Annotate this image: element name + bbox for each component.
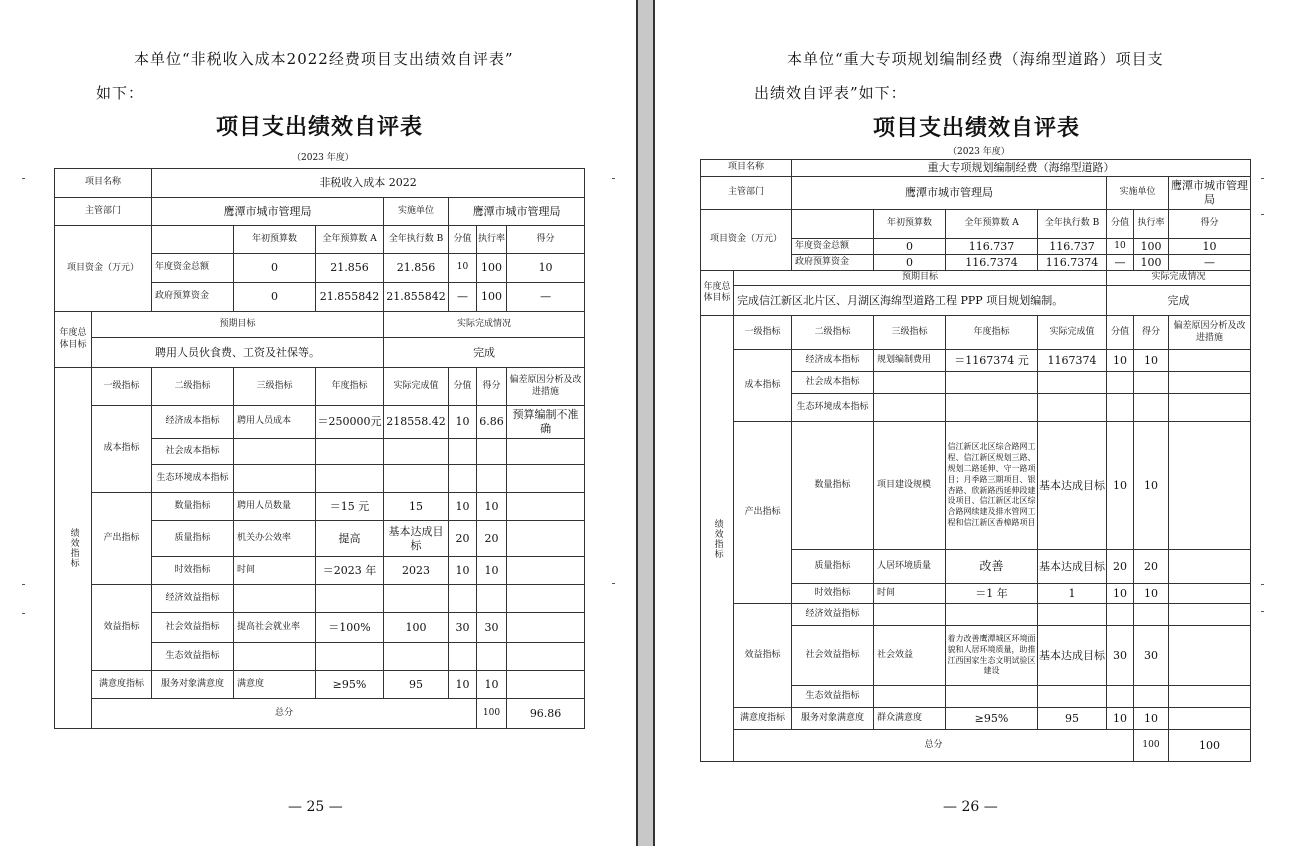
project-name: 重大专项规划编制经费（海绵型道路）: [792, 160, 1251, 177]
funds-header: 得分: [1169, 210, 1251, 239]
total-got: 100: [1169, 730, 1251, 762]
level2-indicator: 质量指标: [152, 521, 234, 557]
actual-value: 基本达成目标: [1038, 626, 1107, 686]
funds-label: 项目资金（万元）: [701, 210, 792, 271]
expected-goal: 聘用人员伙食费、工资及社保等。: [92, 338, 384, 368]
got-score: 10: [1134, 708, 1169, 730]
funds-cell: 21.855842: [316, 283, 384, 312]
scan-mark: [612, 583, 615, 584]
got-score: 10: [1134, 584, 1169, 604]
funds-row-label: 年度资金总额: [152, 254, 234, 283]
annual-target: 改善: [946, 550, 1038, 584]
level3-indicator: 社会效益: [874, 626, 946, 686]
indicator-header: 偏差原因分析及改进措施: [1169, 316, 1251, 350]
goal-label: 年度总体目标: [55, 312, 92, 368]
score: 10: [1107, 708, 1134, 730]
funds-cell: 116.7374: [1038, 255, 1107, 271]
funds-cell: 21.856: [316, 254, 384, 283]
funds-cell: —: [1169, 255, 1251, 271]
intro-line-1: 本单位“非税收入成本2022经费项目支出绩效自评表”: [134, 50, 514, 68]
score: 20: [449, 521, 477, 557]
perf-label: 绩效指标: [68, 528, 79, 568]
funds-row-label: 年度资金总额: [792, 239, 874, 255]
page-divider: [636, 0, 638, 846]
scan-mark: [1261, 584, 1264, 585]
annual-target: ＝100%: [316, 613, 384, 643]
level1-indicator: 产出指标: [92, 493, 152, 585]
annual-target: ＝1167374 元: [946, 350, 1038, 372]
annual-target: ＝15 元: [316, 493, 384, 521]
annual-target: ≥95%: [946, 708, 1038, 730]
funds-cell: —: [1107, 255, 1134, 271]
page-title: 项目支出绩效自评表: [216, 114, 424, 140]
indicator-header: 分值: [1107, 316, 1134, 350]
dept: 鹰潭市城市管理局: [152, 198, 384, 226]
funds-cell: 21.855842: [384, 283, 449, 312]
score: 10: [1107, 584, 1134, 604]
evaluation-table: [54, 168, 585, 729]
actual-value: 95: [384, 671, 449, 699]
level2-indicator: 服务对象满意度: [792, 708, 874, 730]
annual-target: 信江新区北区综合路网工程、信江新区规划三路、规划二路延伸、守一路项目；月季路三期项目、银杏路、欣新路西延伸段建设项目、信江新区北区综合路网续建及排水管网工程和信江新区香樟路项目: [946, 422, 1038, 550]
level2-indicator: 经济成本指标: [792, 350, 874, 372]
document-page-26: [655, 0, 1291, 846]
expected-label: 预期目标: [92, 312, 384, 338]
funds-header: 全年执行数 B: [384, 226, 449, 254]
page-number: — 26 —: [943, 799, 998, 815]
indicator-header: 分值: [449, 368, 477, 406]
funds-cell: 100: [477, 283, 507, 312]
indicator-header: 实际完成值: [1038, 316, 1107, 350]
funds-cell: 116.737: [946, 239, 1038, 255]
dept-label: 主管部门: [55, 198, 152, 226]
intro-line-2: 如下：: [96, 84, 145, 102]
level2-indicator: 社会成本指标: [792, 372, 874, 394]
level2-indicator: 经济效益指标: [792, 604, 874, 626]
got-score: 20: [1134, 550, 1169, 584]
got-score: 20: [477, 521, 507, 557]
actual-label: 实际完成情况: [384, 312, 585, 338]
funds-cell: 10: [507, 254, 585, 283]
level2-indicator: 质量指标: [792, 550, 874, 584]
funds-cell: 0: [234, 254, 316, 283]
score: 30: [449, 613, 477, 643]
expected-label: 预期目标: [734, 271, 1107, 286]
actual-value: 1: [1038, 584, 1107, 604]
indicator-header: 年度指标: [946, 316, 1038, 350]
score: 10: [449, 493, 477, 521]
actual-value: 15: [384, 493, 449, 521]
level2-indicator: 时效指标: [152, 557, 234, 585]
level2-indicator: 生态环境成本指标: [152, 465, 234, 493]
funds-cell: 0: [874, 239, 946, 255]
score: 10: [1107, 422, 1134, 550]
level1-indicator: 产出指标: [734, 422, 792, 604]
intro-line-2: 出绩效自评表”如下：: [754, 84, 907, 102]
deviation-reason: 预算编制不准确: [507, 406, 585, 439]
page-number: — 25 —: [288, 799, 343, 815]
total-got: 96.86: [507, 699, 585, 729]
funds-header: 分值: [449, 226, 477, 254]
impl-label: 实施单位: [384, 198, 449, 226]
indicator-header: 得分: [1134, 316, 1169, 350]
annual-target: 提高: [316, 521, 384, 557]
funds-cell: 100: [1134, 255, 1169, 271]
actual-value: 基本达成目标: [384, 521, 449, 557]
scan-mark: [22, 178, 25, 179]
actual-value: 218558.42: [384, 406, 449, 439]
level2-indicator: 数量指标: [792, 422, 874, 550]
project-name: 非税收入成本 2022: [152, 169, 585, 198]
document-page-25: [0, 0, 636, 846]
actual-result: 完成: [1107, 286, 1251, 316]
actual-value: 2023: [384, 557, 449, 585]
level2-indicator: 生态效益指标: [152, 643, 234, 671]
funds-header: 执行率: [477, 226, 507, 254]
got-score: 30: [1134, 626, 1169, 686]
level3-indicator: 项目建设规模: [874, 422, 946, 550]
level2-indicator: 经济成本指标: [152, 406, 234, 439]
impl: 鹰潭市城市管理局: [449, 198, 585, 226]
annual-target: 着力改善鹰潭城区环境面貌和人居环境质量，助推江西国家生态文明试验区建设: [946, 626, 1038, 686]
funds-cell: 0: [874, 255, 946, 271]
total-label: 总分: [92, 699, 477, 729]
actual-result: 完成: [384, 338, 585, 368]
actual-value: 95: [1038, 708, 1107, 730]
got-score: 6.86: [477, 406, 507, 439]
got-score: 30: [477, 613, 507, 643]
funds-cell: 100: [1134, 239, 1169, 255]
level2-indicator: 社会成本指标: [152, 439, 234, 465]
dept: 鹰潭市城市管理局: [792, 177, 1107, 210]
got-score: 10: [1134, 422, 1169, 550]
actual-label: 实际完成情况: [1107, 271, 1251, 286]
level1-indicator: 满意度指标: [92, 671, 152, 699]
total-score: 100: [1134, 730, 1169, 762]
total-label: 总分: [734, 730, 1134, 762]
funds-row-label: 政府预算资金: [792, 255, 874, 271]
scan-mark: [1261, 214, 1264, 215]
scan-mark: [22, 613, 25, 614]
perf-label-cell: [55, 368, 92, 729]
year-label: （2023 年度）: [292, 153, 354, 163]
funds-header: 全年预算数 A: [946, 210, 1038, 239]
annual-target: ＝1 年: [946, 584, 1038, 604]
funds-cell: 10: [449, 254, 477, 283]
got-score: 10: [477, 671, 507, 699]
funds-cell: 116.7374: [946, 255, 1038, 271]
level2-indicator: 服务对象满意度: [152, 671, 234, 699]
score: 30: [1107, 626, 1134, 686]
funds-header: 全年预算数 A: [316, 226, 384, 254]
funds-cell: 10: [1169, 239, 1251, 255]
level2-indicator: 时效指标: [792, 584, 874, 604]
indicator-header: 一级指标: [92, 368, 152, 406]
level1-indicator: 成本指标: [92, 406, 152, 493]
evaluation-table: [700, 159, 1251, 762]
scan-mark: [1261, 178, 1264, 179]
level3-indicator: 聘用人员成本: [234, 406, 316, 439]
actual-value: 基本达成目标: [1038, 422, 1107, 550]
year-label: （2023 年度）: [948, 147, 1010, 157]
funds-cell: —: [507, 283, 585, 312]
goal-label: 年度总体目标: [701, 271, 734, 316]
got-score: 10: [477, 493, 507, 521]
indicator-header: 三级指标: [234, 368, 316, 406]
level1-indicator: 效益指标: [92, 585, 152, 671]
level3-indicator: 规划编制费用: [874, 350, 946, 372]
indicator-header: 年度指标: [316, 368, 384, 406]
scan-mark: [1261, 611, 1264, 612]
impl-label: 实施单位: [1107, 177, 1169, 210]
impl: 鹰潭市城市管理局: [1169, 177, 1251, 210]
score: 10: [449, 557, 477, 585]
annual-target: ＝2023 年: [316, 557, 384, 585]
expected-goal: 完成信江新区北片区、月湖区海绵型道路工程 PPP 项目规划编制。: [734, 286, 1107, 316]
level3-indicator: 人居环境质量: [874, 550, 946, 584]
funds-cell: 100: [477, 254, 507, 283]
total-score: 100: [477, 699, 507, 729]
funds-header: 执行率: [1134, 210, 1169, 239]
level1-indicator: 满意度指标: [734, 708, 792, 730]
funds-header: 年初预算数: [234, 226, 316, 254]
actual-value: 100: [384, 613, 449, 643]
project-name-label: 项目名称: [701, 160, 792, 177]
level1-indicator: 效益指标: [734, 604, 792, 708]
perf-label: 绩效指标: [712, 518, 723, 559]
funds-cell: 116.737: [1038, 239, 1107, 255]
level3-indicator: 群众满意度: [874, 708, 946, 730]
dept-label: 主管部门: [701, 177, 792, 210]
indicator-header: 实际完成值: [384, 368, 449, 406]
indicator-header: 得分: [477, 368, 507, 406]
funds-cell: —: [449, 283, 477, 312]
funds-header: 全年执行数 B: [1038, 210, 1107, 239]
project-name-label: 项目名称: [55, 169, 152, 198]
funds-row-label: 政府预算资金: [152, 283, 234, 312]
indicator-header: 偏差原因分析及改进措施: [507, 368, 585, 406]
level3-indicator: 机关办公效率: [234, 521, 316, 557]
actual-value: 基本达成目标: [1038, 550, 1107, 584]
actual-value: 1167374: [1038, 350, 1107, 372]
score: 10: [449, 671, 477, 699]
perf-label-cell: [701, 316, 734, 762]
scan-mark: [22, 584, 25, 585]
funds-cell: 21.856: [384, 254, 449, 283]
funds-label: 项目资金（万元）: [55, 226, 152, 312]
funds-header: 年初预算数: [874, 210, 946, 239]
level2-indicator: 生态环境成本指标: [792, 394, 874, 422]
score: 10: [1107, 350, 1134, 372]
level3-indicator: 聘用人员数量: [234, 493, 316, 521]
indicator-header: 二级指标: [792, 316, 874, 350]
level3-indicator: 时间: [874, 584, 946, 604]
page-title: 项目支出绩效自评表: [873, 115, 1081, 141]
scan-mark: [612, 178, 615, 179]
got-score: 10: [1134, 350, 1169, 372]
level3-indicator: 时间: [234, 557, 316, 585]
funds-cell: 10: [1107, 239, 1134, 255]
level2-indicator: 数量指标: [152, 493, 234, 521]
got-score: 10: [477, 557, 507, 585]
score: 10: [449, 406, 477, 439]
indicator-header: 二级指标: [152, 368, 234, 406]
level2-indicator: 经济效益指标: [152, 585, 234, 613]
annual-target: ≥95%: [316, 671, 384, 699]
level3-indicator: 提高社会就业率: [234, 613, 316, 643]
score: 20: [1107, 550, 1134, 584]
intro-line-1: 本单位“重大专项规划编制经费（海绵型道路）项目支: [787, 50, 1164, 68]
level3-indicator: 满意度: [234, 671, 316, 699]
funds-cell: 0: [234, 283, 316, 312]
level1-indicator: 成本指标: [734, 350, 792, 422]
level2-indicator: 生态效益指标: [792, 686, 874, 708]
annual-target: ＝250000元: [316, 406, 384, 439]
indicator-header: 三级指标: [874, 316, 946, 350]
level2-indicator: 社会效益指标: [152, 613, 234, 643]
indicator-header: 一级指标: [734, 316, 792, 350]
funds-header: 分值: [1107, 210, 1134, 239]
level2-indicator: 社会效益指标: [792, 626, 874, 686]
funds-header: 得分: [507, 226, 585, 254]
